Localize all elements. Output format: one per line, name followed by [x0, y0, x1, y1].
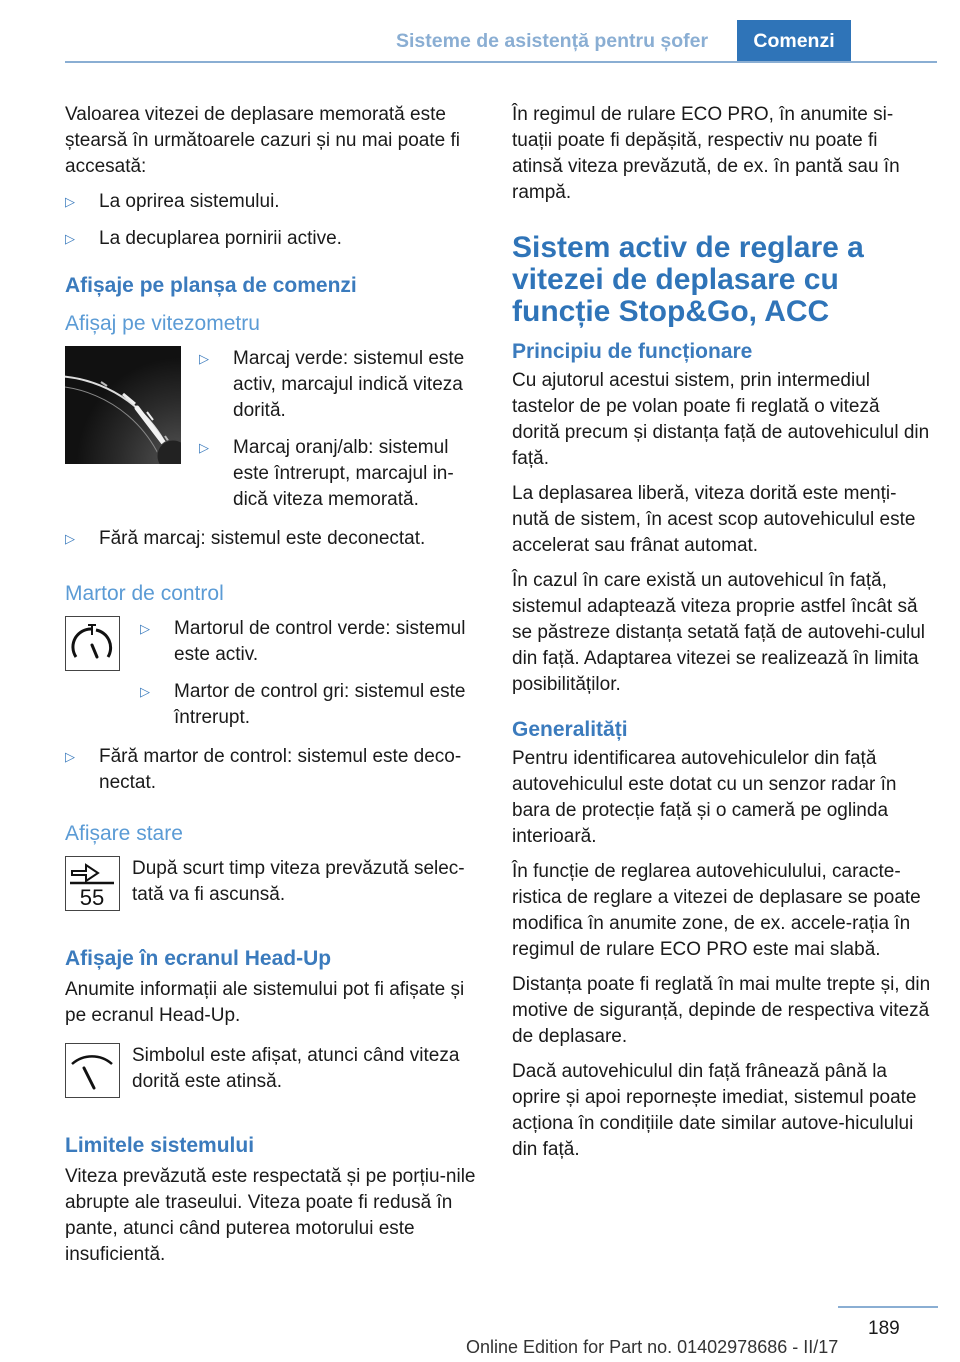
- limits-paragraph: Viteza prevăzută este respectată și pe porțiu-nile abrupte ale traseului. Viteza poate fi redusă în pante, atunci când puterea motorului este insuficientă.: [65, 1166, 476, 1265]
- heading-operating-principle: Principiu de funcționare: [512, 340, 753, 363]
- header-divider: [65, 61, 937, 63]
- general-paragraph-2: În funcție de reglarea autovehiculului, caracte-ristica de reglare a vitezei de deplasare se poate modifica în anumite zone, de ex. accele-rația în regimul de rulare ECO PRO este mai slabă.: [512, 861, 921, 960]
- list-item: ▷ La decuplarea pornirii active.: [65, 226, 483, 252]
- desired-speed-reached-icon: [65, 1043, 120, 1098]
- right-column: [512, 102, 932, 1172]
- heading-indicator-lamp: Martor de control: [65, 582, 224, 605]
- heading-head-up-display: Afișaje în ecranul Head-Up: [65, 947, 332, 970]
- acc-indicator-icon: [65, 616, 120, 671]
- principle-paragraph-1: Cu ajutorul acestui sistem, prin intermediul tastelor de pe volan poate fi reglată o viteză dorită precum și distanța față de autovehiculul din față.: [512, 370, 930, 469]
- list-item: ▷ Marcaj oranj/alb: sistemul este întrerupt, marcajul in-dică viteza memorată.: [199, 435, 483, 513]
- list-item: ▷ La oprirea sistemului.: [65, 189, 483, 215]
- speedometer-bullet-list: [199, 346, 483, 513]
- speedometer-after-list: [65, 526, 483, 552]
- intro-bullet-list: [65, 189, 483, 252]
- page-number: 189: [868, 1318, 900, 1339]
- speed-limit-status-icon: [65, 856, 120, 911]
- list-item: ▷ Martorul de control verde: sistemul este activ.: [140, 616, 483, 668]
- head-up-paragraph: Anumite informații ale sistemului pot fi afișate și pe ecranul Head-Up.: [65, 979, 465, 1026]
- list-item: ▷ Fără martor de control: sistemul este deco-nectat.: [65, 744, 483, 796]
- intro-paragraph: Valoarea vitezei de deplasare memorată este ștearsă în următoarele cazuri și nu mai poate fi accesată:: [65, 104, 460, 177]
- status-text: După scurt timp viteza prevăzută selec-tată va fi ascunsă.: [132, 858, 465, 905]
- footer-divider: [838, 1306, 938, 1308]
- speedometer-figure-row: [65, 346, 483, 524]
- head-up-figure-row: [65, 1043, 483, 1104]
- principle-paragraph-2: La deplasarea liberă, viteza dorită este menți-nută de sistem, în acest scop autovehiculul este accelerat sau frânat automat.: [512, 483, 916, 556]
- heading-acc-system: Sistem activ de reglare a vitezei de deplasare cu funcție Stop&Go, ACC: [512, 231, 864, 328]
- general-paragraph-4: Dacă autovehiculul din față frânează până la oprire și apoi repornește imediat, sistemul poate acționa în condițiile date similar autove-hiculului din față.: [512, 1061, 917, 1160]
- status-figure-row: [65, 856, 483, 917]
- left-column: [65, 102, 483, 1277]
- heading-system-limits: Limitele sistemului: [65, 1134, 255, 1157]
- general-paragraph-3: Distanța poate fi reglată în mai multe trepte și, din motive de siguranță, depinde de respectiva viteză de deplasare.: [512, 974, 931, 1047]
- indicator-figure-row: [65, 616, 483, 742]
- heading-speedometer: Afișaj pe vitezometru: [65, 312, 260, 335]
- indicator-after-list: [65, 744, 483, 796]
- speed-limit-number: 55: [79, 885, 105, 909]
- eco-pro-paragraph: În regimul de rulare ECO PRO, în anumite si-tuații poate fi depășită, respectiv nu poate fi atinsă viteza prevăzută, de ex. în pantă sau în rampă.: [512, 104, 900, 203]
- heading-general: Generalități: [512, 718, 628, 741]
- speedometer-image: [65, 346, 181, 464]
- list-item: ▷ Marcaj verde: sistemul este activ, marcajul indică viteza dorită.: [199, 346, 483, 424]
- list-item: ▷ Martor de control gri: sistemul este întrerupt.: [140, 679, 483, 731]
- edition-note: Online Edition for Part no. 01402978686 - II/17: [466, 1337, 839, 1357]
- heading-display-panel: Afișaje pe planșa de comenzi: [65, 274, 357, 297]
- principle-paragraph-3: În cazul în care există un autovehicul în față, sistemul adaptează viteza proprie astfel încât să se păstreze distanța setată față de autovehi-culul din față. Adaptarea vitezei se realizează în limita posibilităților.: [512, 570, 925, 695]
- general-paragraph-1: Pentru identificarea autovehiculelor din față autovehiculul este dotat cu un senzor radar în bara de protecție față și o cameră pe oglinda interioară.: [512, 748, 897, 847]
- header-tab-comenzi: Comenzi: [737, 20, 851, 62]
- indicator-bullet-list: [140, 616, 483, 731]
- heading-status-display: Afișare stare: [65, 822, 183, 845]
- head-up-icon-text: Simbolul este afișat, atunci când viteza dorită este atinsă.: [132, 1045, 460, 1092]
- list-item: ▷ Fără marcaj: sistemul este deconectat.: [65, 526, 483, 552]
- header-section-title: Sisteme de asistență pentru șofer: [396, 30, 709, 52]
